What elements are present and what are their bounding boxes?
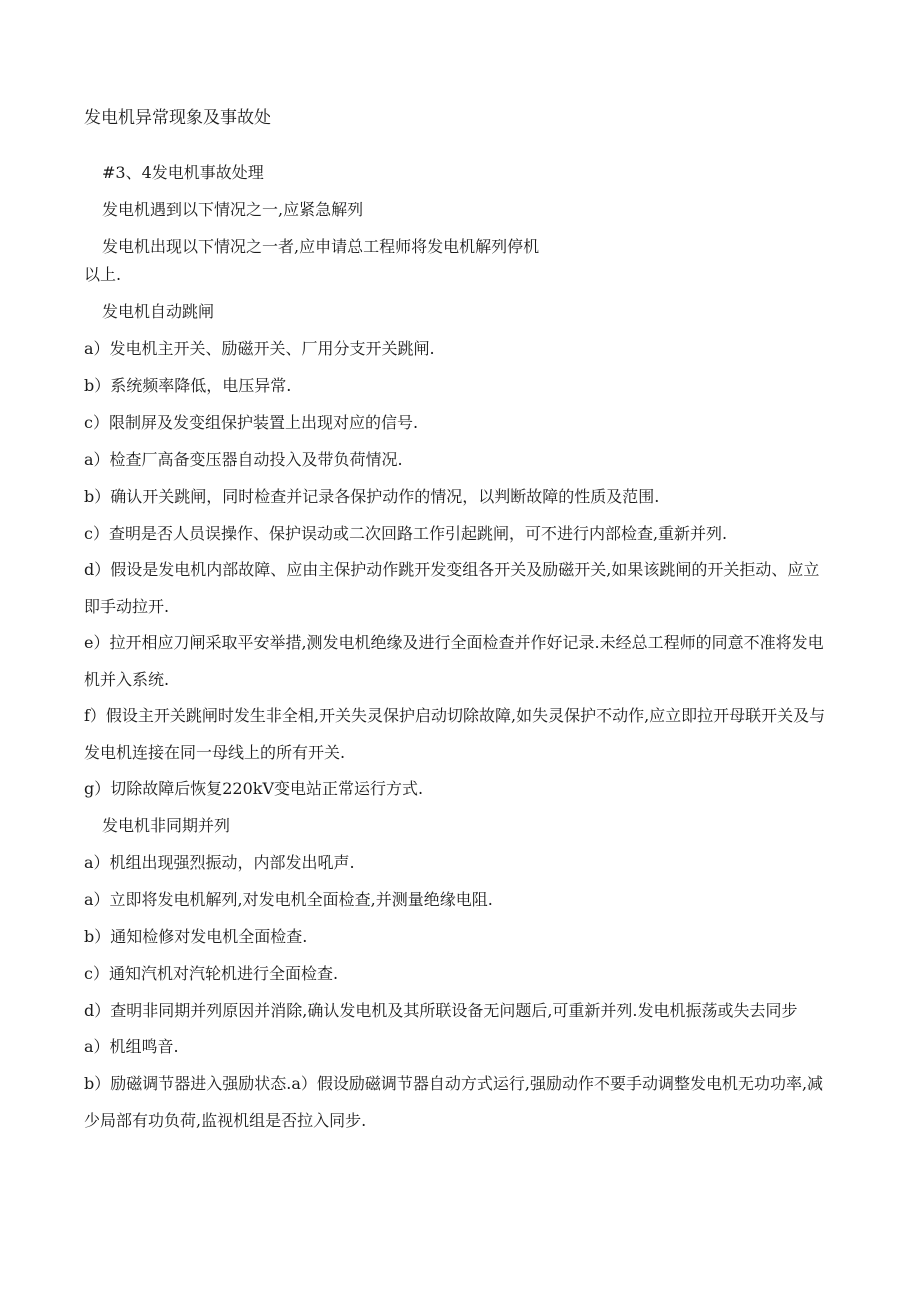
list-item: c）限制屏及发变组保护装置上出现对应的信号. (84, 413, 419, 432)
paragraph: 发电机遇到以下情况之一,应紧急解列 (102, 200, 364, 219)
list-item: b）励磁调节器进入强励状态.a）假设励磁调节器自动方式运行,强励动作不要手动调整发电机无功功率,减少局部有功负荷,监视机组是否拉入同步. (84, 1074, 824, 1130)
document-body (84, 161, 828, 1145)
paragraph: 以上. (84, 265, 122, 284)
paragraph: 发电机出现以下情况之一者,应申请总工程师将发电机解列停机 (102, 237, 540, 256)
list-item: e）拉开相应刀闸采取平安举措,测发电机绝缘及进行全面检查并作好记录.未经总工程师的同意不准将发电机并入系统. (84, 633, 824, 689)
list-item: a）机组出现强烈振动，内部发出吼声. (84, 853, 355, 872)
list-item: a）发电机主开关、励磁开关、厂用分支开关跳闸. (84, 339, 435, 358)
list-item: b）系统频率降低，电压异常. (84, 376, 292, 395)
list-item: b）确认开关跳闸，同时检查并记录各保护动作的情况，以判断故障的性质及范围. (84, 487, 660, 506)
list-item: a）检查厂高备变压器自动投入及带负荷情况. (84, 450, 403, 469)
list-item: d）假设是发电机内部故障、应由主保护动作跳开发变组各开关及励磁开关,如果该跳闸的开关拒动、应立即手动拉开. (84, 560, 820, 616)
list-item: d）查明非同期并列原因并消除,确认发电机及其所联设备无问题后,可重新并列.发电机振荡或失去同步 (84, 1001, 798, 1020)
list-item: a）立即将发电机解列,对发电机全面检查,并测量绝缘电阻. (84, 890, 493, 909)
list-item: g）切除故障后恢复220kV变电站正常运行方式. (84, 779, 424, 798)
list-item: b）通知检修对发电机全面检查. (84, 927, 308, 946)
paragraph: 发电机非同期并列 (102, 816, 231, 835)
list-item: a）机组鸣音. (84, 1037, 179, 1056)
list-item: c）通知汽机对汽轮机进行全面检查. (84, 964, 339, 983)
document-title: 发电机异常现象及事故处 (84, 108, 271, 128)
paragraph: 发电机自动跳闸 (102, 302, 215, 321)
list-item: c）查明是否人员误操作、保护误动或二次回路工作引起跳闸，可不进行内部检查,重新并列. (84, 524, 728, 543)
paragraph: #3、4发电机事故处理 (102, 163, 264, 182)
list-item: f）假设主开关跳闸时发生非全相,开关失灵保护启动切除故障,如失灵保护不动作,应立即拉开母联开关及与发电机连接在同一母线上的所有开关. (84, 706, 826, 762)
